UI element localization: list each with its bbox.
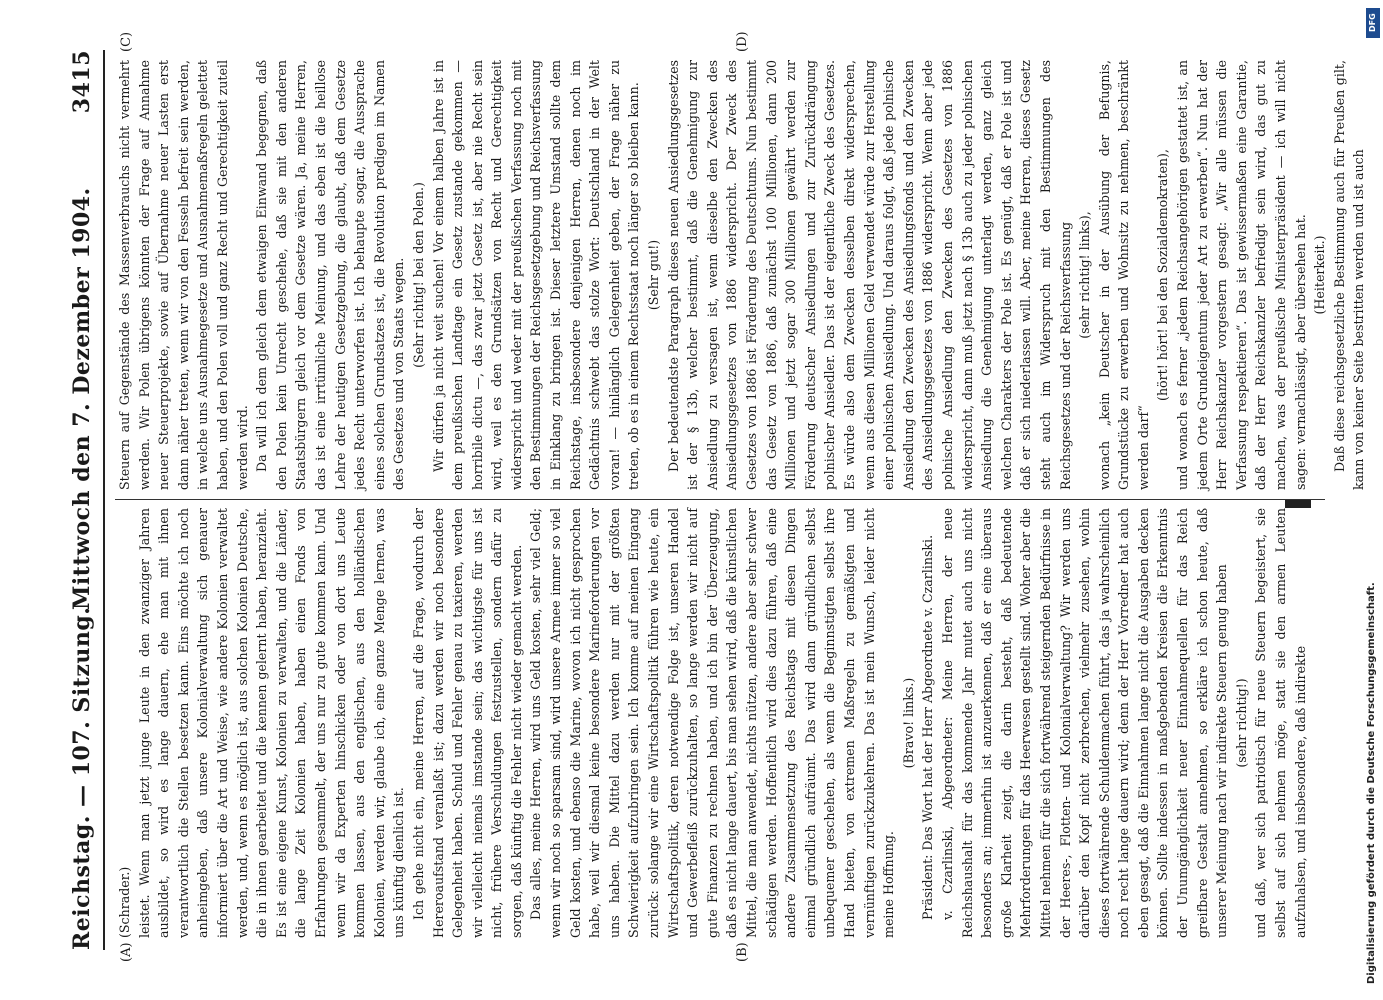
dfg-logo: DFG xyxy=(1366,8,1380,38)
paragraph: und daß, wer sich patriotisch für neue Steuern begeistert, sie selbst auf sich nehmen möge, statt sie den armen Leuten aufzuhalsen, und insbesondere, daß indirekte xyxy=(1253,508,1308,938)
interjection: (sehr richtig!) xyxy=(1233,678,1249,768)
interjection: (sehr richtig! links), xyxy=(1077,211,1093,339)
paragraph: Das alles, meine Herren, wird uns Geld kosten, sehr viel Geld; wenn wir noch so sparsam sind, wird unsere Armee immer so viel Geld kosten, und ebenso die Marine, wovon ich nicht gesprochen habe, weil wir diesmal keine besondere Marineforderungen vor uns haben. Die Mittel dazu werden nur mit der größten Schwierigkeit aufzubringen sein. Ich komme auf meinen Eingang zurück: solange wir eine Wirtschaftspolitik führen wie heute, ein Wirtschaftspolitik, deren notwendige Folge ist, unseren Handel und Gewerbefleiß zurückzuhalten, so lange werden wir nicht auf gute Finanzen zu rechnen haben, und ich bin der Überzeugung, daß es nicht lange dauert, bis man sehen wird, daß die künstlichen Mittel, die man anwendet, nichts nützen, andere aber sehr schwer schädigen werden. Hoffentlich wird dies dazu führen, daß eine andere Zusammensetzung des Reichstags mit diesen Dingen einmal gründlich aufräumt. Das wird dann gründlichen selbst unbequemer geschehen, als wenn die Beginnstigten selbst ihre Hand bieten, von extremen Maßregeln zu gemäßigten und vernünftigen zurückzukehren. Das ist mein Wunsch, leider nicht meine Hoffnung. xyxy=(528,508,897,938)
paragraph: leistet. Wenn man jetzt junge Leute in den zwanziger Jahren ausbildet, so wird es lange dauern, ehe man mit ihnen verantwortlich die Stellen besetzen kann. Eins möchte ich noch anheimgeben, daß unsere Kolonialverwaltung sich genauer informiert über die Art und Weise, wie andere Kolonien verwaltet werden, und, wenn es möglich ist, aus solchen Kolonien Deutsche, die in ihnen gearbeitet und die kennen gelernt haben, heranzieht. Es ist eine eigene Kunst, Kolonien zu verwalten, und die Länder, die lange Zeit Kolonien haben, haben einen Fonds von Erfahrungen gesammelt, der uns nur zu gute kommen kann. Und wenn wir da Experten hinschicken oder von dort uns Leute kommen lassen, aus den englischen, aus den holländischen Kolonien, werden wir, glaube ich, eine ganze Menge lernen, was uns künftig dienlich ist. xyxy=(136,508,407,938)
marker-b: (B) xyxy=(735,942,750,962)
marker-d: (D) xyxy=(735,31,750,52)
paragraph: v. Czarlinski, Abgeordneter: Meine Herren, der neue Reichshaushalt für das kommende Jahr mutet auch uns nicht besonders an; immerhin ist anzuerkennen, daß er eine überaus große Klarheit zeigt, die darin besteht, daß bedeutende Mehrforderungen für das Heerwesen gestellt sind. Woher aber die Mittel nehmen für die sich fortwährend steigernden Bedürfnisse in der Heeres-, Flotten- und Kolonialverwaltung? Wir werden uns darüber den Kopf nicht zerbrechen, vielmehr zusehen, wohin dieses fortwährende Schuldenmachen führt, das ja wahrscheinlich noch recht lange dauern wird; denn der Herr Vorredner hat auch eben gesagt, daß die Einnahmen lange nicht die Ausgaben decken können. Sollte indessen in maßgebenden Kreisen die Erkenntnis der Unumgänglichkeit neuer Einnahmequellen für das Reich greifbare Gestalt annehmen, so erkläre ich schon heute, daß unserer Meinung nach wir indirekte Steuern genug haben xyxy=(939,508,1230,938)
paragraph: Da will ich dem gleich dem etwaigen Einwand begegnen, daß den Polen kein Unrecht geschehe, daß sie mit den anderen Staatsbürgern gleich vor dem Gesetze wären. Ja, meine Herren, das ist eine irrtümliche Meinung, und das eben ist die heillose Lehre der heutigen Gesetzgebung, die glaubt, daß dem Gesetze jedes Recht unterworfen ist. Ich behaupte sogar, die Aussprache eines solchen Grundsatzes ist, die Revolution predigen im Namen des Gesetzes und von Staats wegen. xyxy=(254,60,407,490)
interjection: (Heiterkeit.) xyxy=(1312,235,1328,315)
paragraph: Wir dürfen ja nicht weit suchen! Vor einem halben Jahre ist in dem preußischen Landtage ein Gesetz zustande gekommen — horribile dictu —, das zwar jetzt Gesetz ist, aber nie Recht sein wird, weil es den Grundsätzen von Recht und Gerechtigkeit widerspricht und weder mit der preußischen Verfassung noch mit den Bestimmungen der Reichsgesetzgebung und Reichsverfassung in Einklang zu bringen ist. Dieser letztere Umstand sollte dem Reichstage, insbesondere denjenigen Herren, denen noch im Gedächtnis schwebt das stolze Wort: Deutschland in der Welt voran! — hinlänglich Gelegenheit geben, der Frage näher zu treten, ob es in einem Rechtsstaat noch länger so bleiben kann. xyxy=(430,60,642,490)
paragraph: Der bedeutendste Paragraph dieses neuen Ansiedlungsgesetzes ist der § 13b, welcher bestimmt, daß die Genehmigung zur Ansiedlung zu versagen ist, wenn dieselbe den Zwecken des Ansiedlungsgesetzes von 1886 widerspricht. Der Zweck des Gesetzes von 1886 ist Förderung des Deutschtums. Nun bestimmt das Gesetz von 1886, daß zunächst 100 Millionen, dann 200 Millionen und jetzt sogar 300 Millionen gewährt werden zur Förderung deutscher Ansiedlungen und zur Zurückdrängung polnischer Ansiedler. Das ist der eigentliche Zweck des Gesetzes. Es würde also dem Zwecken desselben direkt widersprechen, wenn aus diesen Millionen Geld verwendet würde zur Herstellung einer polnischen Ansiedlung. Und daraus folgt, daß jede polnische Ansiedlung den Zwecken des Ansiedlungsfonds und den Zwecken des Ansiedlungsgesetzes von 1886 widerspricht. Wenn aber jede polnische Ansiedlung den Zwecken des Gesetzes von 1886 widerspricht, dann muß jetzt nach § 13b auch zu jeder polnischen Ansiedlung die Genehmigung unterlagt werden, ganz gleich welchen Charakters der Pole ist. Es genügt, daß er Pole ist und daß er sich niederlassen will. Aber, meine Herren, dieses Gesetz steht auch im Widerspruch mit den Bestimmungen des Reichsgesetzes und der Reichsverfassung xyxy=(665,60,1073,490)
president-line: Präsident: Das Wort hat der Herr Abgeordnete v. Czarlinski. xyxy=(920,534,936,920)
paragraph: und wonach es ferner „jedem Reichsangehörigen gestattet ist, an jedem Orte Grundeigentum jeder Art zu erwerben“. Nun hat der Herr Reichskanzler vorgestern gesagt: „Wir alle müssen die Verfassung respektieren“. Das ist gewissermaßen eine Garantie, daß der Herr Reichskanzler befriedigt sein wird, das gut zu machen, was der preußische Ministerpräsident — ich will nicht sagen: vernachlässigt, aber übersehen hat. xyxy=(1175,60,1308,490)
page-header xyxy=(63,50,103,950)
interjection: (hört! hört! bei den Sozialdemokraten), xyxy=(1155,149,1171,401)
left-column xyxy=(115,508,1325,938)
header-left: Reichstag. — 107. Sitzung. xyxy=(69,606,95,950)
column-divider xyxy=(115,499,1325,500)
paragraph: Steuern auf Gegenstände des Massenverbrauchs nicht vermehrt werden. Wir Polen übrigens könnten der Frage auf Annahme neuer Steuerprojekte, sowie auf Übernahme neuer Lasten erst dann näher treten, wenn wir von den Fesseln befreit sein werden, in welche uns Ausnahmegesetze und Ausnahmemaßregeln gelettet haben, und den Polen voll und ganz Recht und Gerechtigkeit zuteil werden wird. xyxy=(117,60,250,490)
digitization-credit: Digitalisierung gefördert durch die Deutsche Forschungsgemeinschaft. xyxy=(1366,582,1377,984)
paragraph: Ich gehe nicht ein, meine Herren, auf die Frage, wodurch der Hereroaufstand veranlaßt ist; dazu werden wir noch besondere Gelegenheit haben. Schuld und Fehler genau zu taxieren, werden wir vielleicht niemals imstande sein; das wichtigste für uns ist nicht, frühere Verschuldungen festzustellen, sondern dafür zu sorgen, daß künftig die Fehler nicht wieder gemacht werden. xyxy=(410,508,524,938)
column-end-mark xyxy=(1285,500,1311,508)
paragraph: Daß diese reichsgesetzliche Bestimmung auch für Preußen gilt, kann von keiner Seite bestritten werden und ist auch xyxy=(1331,60,1367,490)
paragraph: wonach „kein Deutscher in der Ausübung der Befugnis, Grundstücke zu erwerben und Wohnsitz zu nehmen, beschränkt werden darf“ xyxy=(1096,60,1151,490)
right-column xyxy=(115,60,1367,490)
interjection: (Sehr richtig! bei den Polen.) xyxy=(410,182,426,368)
header-rule xyxy=(103,50,105,950)
speaker-tag: (Schrader.) xyxy=(117,866,132,938)
marker-a: (A) xyxy=(119,942,134,962)
applause-note: (Bravo! links.) xyxy=(900,677,916,769)
newspaper-page xyxy=(45,30,1367,970)
interjection: (Sehr gut!) xyxy=(646,239,662,311)
page-number: 3415 xyxy=(69,50,95,114)
header-date: Mittwoch den 7. Dezember 1904. xyxy=(69,187,95,610)
marker-c: (C) xyxy=(119,31,134,52)
